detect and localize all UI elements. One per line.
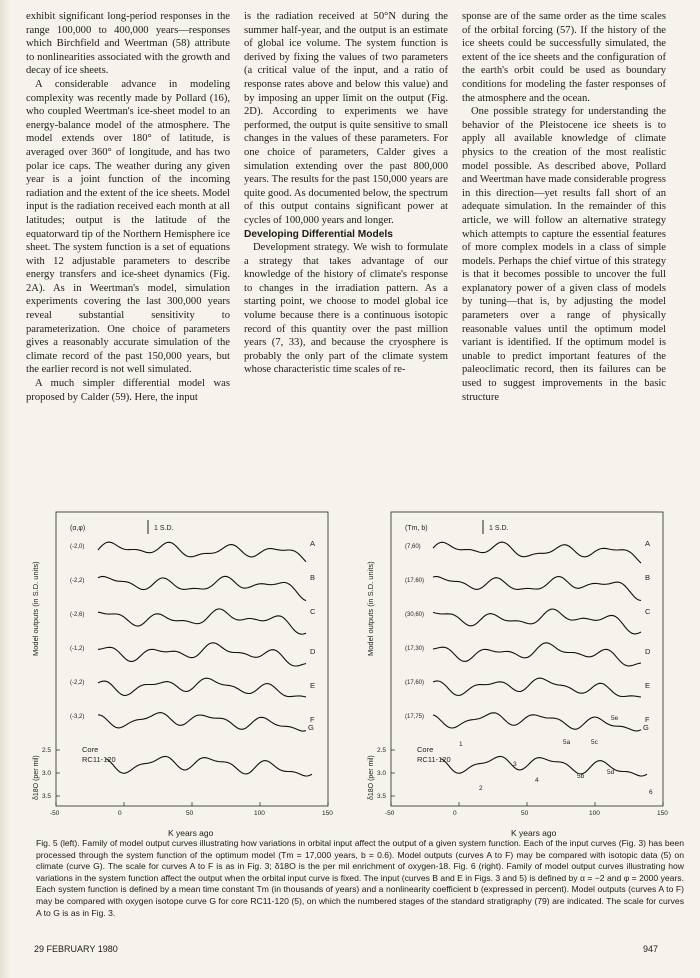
- figures-area: [28, 506, 688, 836]
- curve-parameter-label: (-2,2): [70, 680, 85, 686]
- figure-6: [363, 506, 679, 838]
- x-tick-label: 50: [186, 810, 194, 817]
- curve-parameter-label: (-2,0): [70, 544, 85, 550]
- text-column-3: [462, 10, 666, 404]
- isotope-stage-label: 5b: [577, 773, 585, 780]
- figure-6-plot: [363, 506, 679, 822]
- curve-letter: G: [308, 723, 314, 732]
- figure-6-xlabel: K years ago: [511, 828, 557, 838]
- x-tick-label: 0: [453, 810, 457, 817]
- model-output-curve: [98, 643, 306, 666]
- curve-parameter-label: (17,30): [405, 646, 425, 652]
- d18o-tick-label: 3.0: [42, 770, 52, 777]
- curve-letter: E: [645, 681, 651, 690]
- isotope-stage-label: 3: [513, 761, 517, 768]
- model-output-curve: [433, 542, 641, 563]
- x-tick-label: 100: [589, 810, 600, 817]
- y-axis-label-d18o: δ18O (per mil): [33, 755, 40, 800]
- text-column-1: [26, 10, 230, 404]
- d18o-tick-label: 3.5: [42, 793, 52, 800]
- model-output-curve: [433, 577, 641, 601]
- isotope-stage-label: 1: [459, 741, 463, 748]
- paragraph: exhibit significant long-period responses in the range 100,000 to 400,000 years—responses which Birchfield and Weertman (58) attribute to nonlinearities associated with the growth and decay of ice sheets.: [26, 11, 230, 77]
- curve-parameter-label: (17,60): [405, 578, 425, 584]
- paragraph: Development strategy. We wish to formulate a strategy that takes advantage of our knowledge of the history of climate's response to changes in the irradiation pattern. As a starting point, we choose to model global ice volume because there is a continuous isotopic record of this quantity over the past million years (7, 33), and because the cryosphere is probably the only part of the climate system whose characteristic time scales of re-: [244, 242, 448, 376]
- y-axis-label: Model outputs (in S.D. units): [366, 561, 375, 656]
- y-axis-label-d18o: δ18O (per mil): [368, 755, 375, 800]
- y-axis-label: Model outputs (in S.D. units): [31, 561, 40, 656]
- paragraph: One possible strategy for understanding the behavior of the Pleistocene ice sheets is to apply all available knowledge of climate physics to the creation of the most realistic model possible. As described above, Pollard and Weertman have made considerable progress in this direction—yet results fall short of an adequate simulation. In the remainder of this article, we will follow an alternative strategy which attempts to capture the essential features of more complex models in a class of simple models. Perhaps the chief virtue of this strategy is that it becomes possible to uncover the full explanatory power of a given class of models by tuning—that is, by adjusting the model parameters over a range of physically reasonable values until the optimum model variant is identified. If the optimum model is unable to predict important features of the paleoclimatic record, then its failures can be used to suggest improvements in the basic structure: [462, 106, 666, 403]
- x-tick-label: 100: [254, 810, 265, 817]
- paragraph: A much simpler differential model was proposed by Calder (59). Here, the input: [26, 378, 230, 403]
- curve-letter: D: [310, 647, 316, 656]
- model-output-curve: [433, 609, 641, 634]
- model-output-curve: [433, 643, 641, 666]
- curve-letter: B: [645, 573, 651, 582]
- d18o-tick-label: 2.5: [377, 747, 387, 754]
- core-label: RC11-120: [82, 755, 116, 764]
- curve-parameter-label: (7,60): [405, 544, 421, 550]
- figure-5-plot: [28, 506, 344, 822]
- curve-parameter-label: (-3,2): [70, 714, 85, 720]
- x-tick-label: -50: [385, 810, 395, 817]
- curve-parameter-label: (-1,2): [70, 646, 85, 652]
- parameter-header: (Tm, b): [405, 525, 428, 532]
- isotope-stage-label: 5d: [607, 769, 615, 776]
- curve-parameter-label: (17,60): [405, 680, 425, 686]
- isotope-curve: [106, 756, 312, 776]
- x-tick-label: 150: [657, 810, 668, 817]
- isotope-curve: [441, 756, 647, 776]
- paragraph: is the radiation received at 50°N during the summer half-year, and the output is an estimate of global ice volume. The system function is derived by fixing the values of two parameters (a critical value of the input, and a ratio of response rates above and below this value) and by imposing an upper limit on the output (Fig. 2D). According to experiments we have performed, the output is quite sensitive to small changes in the values of these parameters. For one choice of parameters, Calder gives a simulation extending over the past 800,000 years. The results for the past 150,000 years are quite good. As documented below, the spectrum of this output contains significant power at cycles of 100,000 years and longer.: [244, 11, 448, 226]
- model-output-curve: [433, 713, 641, 731]
- curve-letter: A: [645, 539, 651, 548]
- page-number: 947: [642, 944, 658, 954]
- d18o-tick-label: 3.5: [377, 793, 387, 800]
- sd-scale-label: 1 S.D.: [489, 525, 509, 532]
- curve-letter: E: [310, 681, 316, 690]
- isotope-stage-label: 4: [535, 777, 539, 784]
- model-output-curve: [98, 713, 306, 732]
- curve-letter: F: [310, 715, 315, 724]
- core-label: Core: [417, 745, 434, 754]
- model-output-curve: [98, 542, 306, 562]
- isotope-stage-label: 5c: [591, 739, 598, 746]
- curve-letter: D: [645, 647, 651, 656]
- curve-letter: C: [645, 607, 651, 616]
- curve-letter: C: [310, 607, 316, 616]
- paragraph: sponse are of the same order as the time scales of the orbital forcing (57). If the history of the ice sheets could be successfully simulated, the extent of the ice sheets and the configuration of the earth's orbit could be used as boundary conditions for modeling the faster responses of the atmosphere and the ocean.: [462, 11, 666, 104]
- curve-parameter-label: (17,75): [405, 714, 425, 720]
- core-label: RC11-120: [417, 755, 451, 764]
- curve-parameter-label: (30,60): [405, 612, 425, 618]
- curve-letter: B: [310, 573, 316, 582]
- d18o-tick-label: 2.5: [42, 747, 52, 754]
- curve-letter: F: [645, 715, 650, 724]
- parameter-header: (α,φ): [70, 525, 86, 532]
- paragraph: A considerable advance in modeling complexity was recently made by Pollard (16), who coupled Weertman's ice-sheet model to an energy-balance model of the atmosphere. The model extends over 180° of latitude, is averaged over 360° of longitude, and has two polar ice caps. The weather during any given year is a joint function of the incoming radiation and the extent of the ice sheets. Model input is the radiation received each month at all latitudes; output is the latitude of the equatorward tip of the Northern Hemisphere ice sheet. The system function is a set of equations with 12 adjustable parameters to describe energy transfers and ice-sheet dynamics (Fig. 2A). As in Weertman's model, simulation experiments covering the last 300,000 years reveal substantial sensitivity to parameterization. One choice of parameters gives a reasonably accurate simulation of the climate record of the past 150,000 years, but the earlier record is not well simulated.: [26, 78, 230, 376]
- x-tick-label: 150: [322, 810, 333, 817]
- isotope-stage-label: 5a: [563, 739, 571, 746]
- figure-5-xlabel: K years ago: [168, 828, 214, 838]
- curve-parameter-label: (-2,6): [70, 612, 85, 618]
- model-output-curve: [98, 576, 306, 600]
- issue-date: 29 FEBRUARY 1980: [34, 944, 118, 954]
- isotope-stage-label: 6: [649, 789, 653, 796]
- core-label: Core: [82, 745, 99, 754]
- curve-parameter-label: (-2,2): [70, 578, 85, 584]
- page-spine-shadow: [0, 0, 10, 978]
- model-output-curve: [98, 678, 306, 697]
- x-tick-label: -50: [50, 810, 60, 817]
- section-heading: Developing Differential Models: [244, 228, 393, 240]
- d18o-tick-label: 3.0: [377, 770, 387, 777]
- figure-caption: Fig. 5 (left). Family of model output curves illustrating how variations in orbital input affect the output of a given system function. Each of the input curves (Fig. 3) has been processed through the system function of the optimum model (Tm = 17,000 years, b = 0.6). Model outputs (curves A to F) may be compared with isotopic data (5) on climate (curve G). The scale for curves A to F is as in Fig. 3; δ18O is the per mil enrichment of oxygen-18. Fig. 6 (right). Family of model output curves illustrating how variations in the system function affect the output when the orbital input curve is fixed. The input (curves B and E in Figs. 3 and 5) is defined by α = −2 and φ = 2000 years. Each system function is defined by a mean time constant Tm (in thousands of years) and a nonlinearity coefficient b (expressed in percent). Model outputs (curves A to F) may be compared with oxygen isotope curve G for core RC11-120 (5), on which the numbered stages of the standard stratigraphy (79) are indicated. The scale for curves A to G is as in Fig. 3.: [36, 838, 684, 918]
- model-output-curve: [433, 678, 641, 697]
- text-column-2: [244, 10, 448, 377]
- x-tick-label: 50: [521, 810, 529, 817]
- model-output-curve: [98, 609, 306, 634]
- isotope-stage-label: 5e: [611, 715, 619, 722]
- x-tick-label: 0: [118, 810, 122, 817]
- curve-letter: A: [310, 539, 316, 548]
- curve-letter: G: [643, 723, 649, 732]
- sd-scale-label: 1 S.D.: [154, 525, 174, 532]
- figure-5: [28, 506, 344, 838]
- isotope-stage-label: 2: [479, 785, 483, 792]
